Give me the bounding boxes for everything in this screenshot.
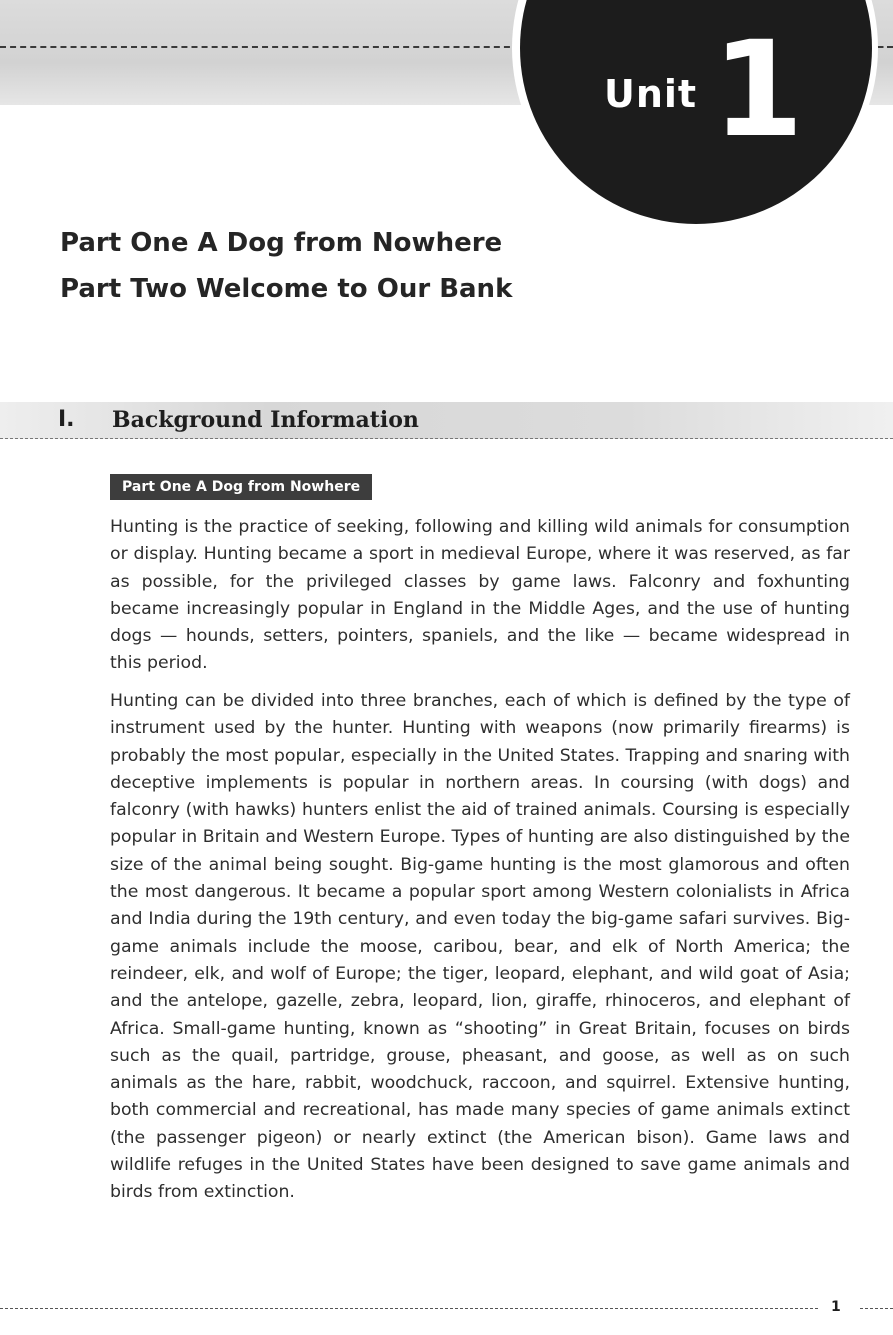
page-number: 1 [831,1299,841,1315]
paragraph-1: Hunting is the practice of seeking, following and killing wild animals for consumption or display. Hunting became a sport in medieval Europe, where it was reserved, as far as possible, for the privileged classes by game laws. Falconry and foxhunting became increasingly popular in England in the Middle Ages, and the use of hunting dogs — hounds, setters, pointers, spaniels, and the like — became widespread in this period. [110,517,850,674]
unit-number: 1 [712,13,804,167]
unit-label: Unit [604,72,698,116]
footer-dashed-rule [0,1308,818,1309]
part-one-title: Part One A Dog from Nowhere [60,228,503,258]
footer-dashed-rule-right [860,1308,893,1309]
header-dashed-rule [0,46,520,48]
section-number: I. [58,407,75,432]
part-tag: Part One A Dog from Nowhere [110,474,372,500]
part-two-title: Part Two Welcome to Our Bank [60,274,513,304]
section-title: Background Information [112,407,419,433]
paragraph-2: Hunting can be divided into three branches, each of which is defined by the type of instrument used by the hunter. Hunting with weapons (now primarily firearms) is probably the most popular, especially in the United States. Trapping and snaring with deceptive implements is popular in northern areas. In coursing (with dogs) and falconry (with hawks) hunters enlist the aid of trained animals. Coursing is especially popular in Britain and Western Europe. Types of hunting are also distinguished by the size of the animal being sought. Big-game hunting is the most glamorous and often the most dangerous. It became a popular sport among Western colonialists in Africa and India during the 19th century, and even today the big-game safari survives. Big-game animals include the moose, caribou, bear, and elk of North America; the reindeer, elk, and wolf of Europe; the tiger, leopard, elephant, and wild goat of Asia; and the antelope, gazelle, zebra, leopard, lion, giraffe, rhinoceros, and elephant of Africa. Small-game hunting, known as “shooting” in Great Britain, focuses on birds such as the quail, partridge, grouse, pheasant, and goose, as well as on such animals as the hare, rabbit, woodchuck, raccoon, and squirrel. Extensive hunting, both commercial and recreational, has made many species of game animals extinct (the passenger pigeon) or nearly extinct (the American bison). Game laws and wildlife refuges in the United States have been designed to save game animals and birds from extinction. [110,691,850,1203]
